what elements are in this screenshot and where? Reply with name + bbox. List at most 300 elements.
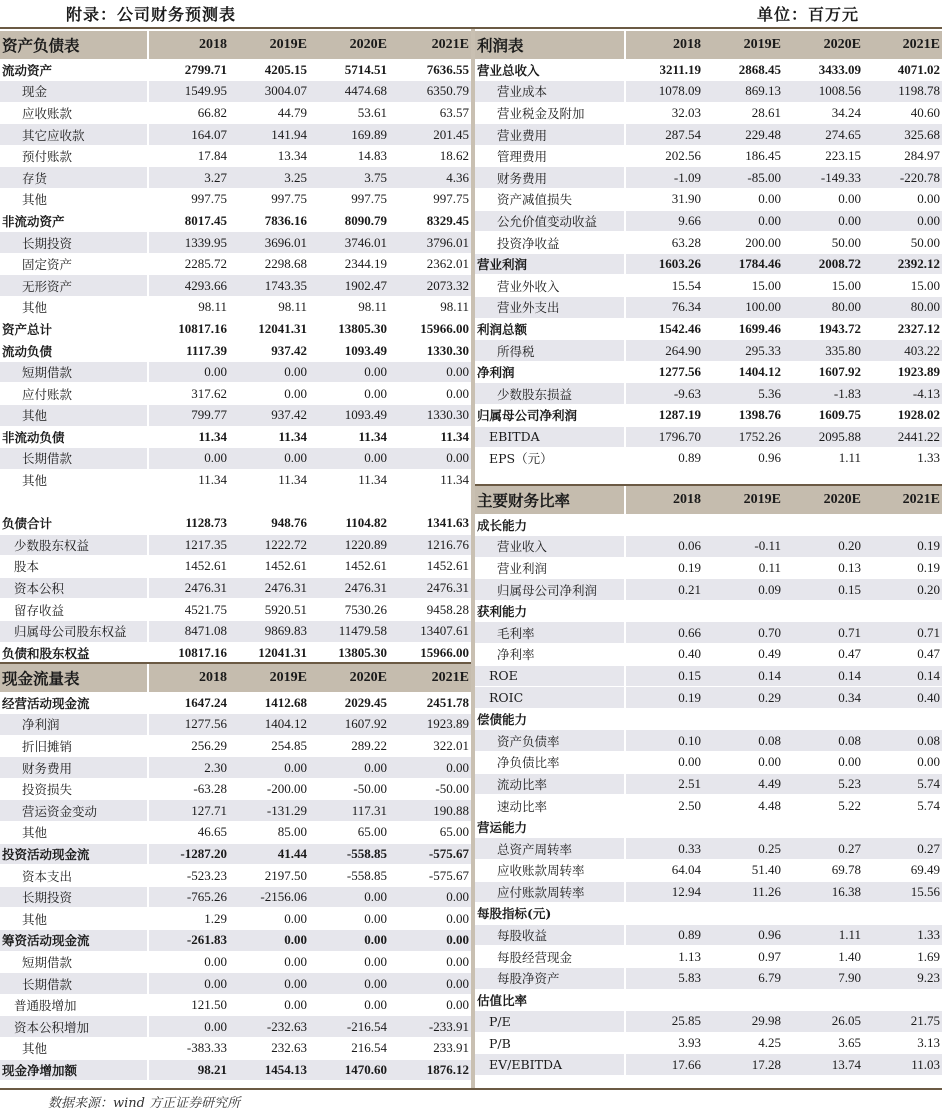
cell-value: 0.00 [389,757,471,779]
balance-sheet-table [0,31,471,664]
cell-value: 0.14 [703,665,783,687]
cell-value: 997.75 [229,189,309,211]
table-row [0,340,471,362]
cell-value [783,816,863,838]
cell-value: 2327.12 [863,318,942,340]
row-label: 资本公积 [0,577,148,599]
cell-value: 2476.31 [229,577,309,599]
cell-value: 1.29 [148,908,229,930]
cell-value: 2362.01 [389,253,471,275]
row-label: 成长能力 [475,514,625,536]
cell-value [863,600,942,622]
table-row [0,361,471,383]
cell-value: 51.40 [703,860,783,882]
table-row [475,795,942,817]
cell-value: 0.00 [783,210,863,232]
cell-value: 0.19 [863,557,942,579]
cell-value: 11.34 [148,469,229,491]
column-header-2021e: 2021E [863,31,942,59]
row-label: 应付账款 [0,383,148,405]
row-label: 归属母公司净利润 [475,579,625,601]
cell-value: 1452.61 [309,556,389,578]
cell-value: 0.11 [703,557,783,579]
cell-value [703,989,783,1011]
cell-value: 1923.89 [863,361,942,383]
table-row [0,556,471,578]
row-label: 长期投资 [0,232,148,254]
table-row [0,167,471,189]
row-label: 折旧摊销 [0,735,148,757]
cell-value: 0.00 [309,383,389,405]
cell-value: 1093.49 [309,405,389,427]
table-row [475,665,942,687]
cell-value: 223.15 [783,145,863,167]
cell-value: 141.94 [229,124,309,146]
income-statement-table [475,31,942,491]
row-label: 长期借款 [0,448,148,470]
cell-value: 1743.35 [229,275,309,297]
row-label: 资产总计 [0,318,148,340]
cell-value: -1.09 [625,167,703,189]
cell-value: 0.34 [783,687,863,709]
table-row [475,1032,942,1054]
row-label: 获利能力 [475,600,625,622]
row-label: 流动资产 [0,59,148,81]
cell-value: 13.34 [229,145,309,167]
cell-value: 1008.56 [783,81,863,103]
row-label: 股本 [0,556,148,578]
cell-value: 322.01 [389,735,471,757]
cell-value: 0.00 [148,448,229,470]
table-row [475,210,942,232]
cell-value: 0.27 [783,838,863,860]
table-row [475,383,942,405]
row-label: 投资活动现金流 [0,843,148,865]
cell-value: 11.34 [229,426,309,448]
cell-value: 4071.02 [863,59,942,81]
cell-value: 6.79 [703,967,783,989]
cell-value: -63.28 [148,778,229,800]
cell-value: 26.05 [783,1011,863,1033]
cell-value: 0.00 [703,210,783,232]
row-label: 营运资金变动 [0,800,148,822]
cell-value: 0.00 [309,994,389,1016]
cell-value: 1902.47 [309,275,389,297]
bottom-rule [0,1088,942,1090]
table-row [475,1054,942,1076]
cell-value: 0.15 [625,665,703,687]
blank-cell [389,491,471,513]
cell-value: 0.71 [783,622,863,644]
table-title: 现金流量表 [0,664,148,692]
row-label: 管理费用 [475,145,625,167]
cell-value: 3433.09 [783,59,863,81]
cell-value [863,708,942,730]
cell-value: 0.00 [309,361,389,383]
cell-value: 0.00 [625,752,703,774]
cell-value: 98.11 [389,297,471,319]
table-row [0,102,471,124]
cell-value: 0.70 [703,622,783,644]
row-label: 估值比率 [475,989,625,1011]
cell-value: 14.83 [309,145,389,167]
cell-value: 3696.01 [229,232,309,254]
table-row [0,210,471,232]
table-row [475,167,942,189]
cell-value: 0.13 [783,557,863,579]
table-row [0,253,471,275]
cell-value [703,816,783,838]
cell-value: 66.82 [148,102,229,124]
table-row [475,124,942,146]
table-row [0,426,471,448]
row-label: 净负债比率 [475,752,625,774]
table-title: 主要财务比率 [475,486,625,514]
cell-value: 5.23 [783,773,863,795]
row-label: 负债和股东权益 [0,642,148,664]
cell-value: -575.67 [389,865,471,887]
cell-value: 1796.70 [625,426,703,448]
cell-value: 3.25 [229,167,309,189]
cell-value [703,708,783,730]
cell-value: 0.89 [625,448,703,470]
cell-value [703,600,783,622]
cell-value: 1549.95 [148,81,229,103]
table-row [475,687,942,709]
row-label: 长期投资 [0,886,148,908]
cell-value: 0.19 [625,557,703,579]
cell-value: 1454.13 [229,1059,309,1081]
blank-cell [309,491,389,513]
cell-value: 5714.51 [309,59,389,81]
cell-value: 0.00 [389,383,471,405]
column-header-2018: 2018 [625,486,703,514]
cell-value: 1647.24 [148,692,229,714]
table-row [475,622,942,644]
table-title: 资产负债表 [0,31,148,59]
cell-value: 98.21 [148,1059,229,1081]
cell-value: 997.75 [309,189,389,211]
cell-value: 0.00 [229,930,309,952]
row-label: 固定资产 [0,253,148,275]
row-label: EPS（元） [475,448,625,470]
cash-flow-panel [0,662,471,1081]
cell-value: 0.00 [229,383,309,405]
table-row [475,448,942,470]
cell-value: 5.74 [863,795,942,817]
cell-value: 5.83 [625,967,703,989]
cell-value: 0.00 [389,951,471,973]
cell-value: 15.00 [863,275,942,297]
cell-value: 53.61 [309,102,389,124]
cell-value: 98.11 [148,297,229,319]
cell-value: 1341.63 [389,512,471,534]
cell-value: 0.00 [863,189,942,211]
cell-value: 164.07 [148,124,229,146]
column-header-2018: 2018 [625,31,703,59]
cell-value: 1542.46 [625,318,703,340]
cell-value: 40.60 [863,102,942,124]
row-label: 速动比率 [475,795,625,817]
table-row [0,886,471,908]
table-header-row [0,664,471,692]
table-row [0,59,471,81]
cell-value: 34.24 [783,102,863,124]
cell-value [625,903,703,925]
table-row [0,951,471,973]
cell-value: 13.74 [783,1054,863,1076]
cell-value: 335.80 [783,340,863,362]
cell-value: 8329.45 [389,210,471,232]
cell-value: 1452.61 [229,556,309,578]
cell-value: 9.66 [625,210,703,232]
cell-value: 1943.72 [783,318,863,340]
cell-value: 4474.68 [309,81,389,103]
cell-value: 0.15 [783,579,863,601]
cell-value: 0.09 [703,579,783,601]
blank-cell [229,491,309,513]
cell-value: 11.34 [229,469,309,491]
cell-value: 229.48 [703,124,783,146]
row-label: 其他 [0,908,148,930]
cell-value: 1699.46 [703,318,783,340]
row-label: 少数股东损益 [475,383,625,405]
row-label: 营业收入 [475,536,625,558]
cell-value: 2451.78 [389,692,471,714]
row-label: 普通股增加 [0,994,148,1016]
cell-value: 0.00 [309,757,389,779]
cell-value: 3.75 [309,167,389,189]
cell-value: 0.00 [309,886,389,908]
table-row [0,512,471,534]
cell-value: 1.33 [863,448,942,470]
cell-value: 1752.26 [703,426,783,448]
row-label: 流动比率 [475,773,625,795]
cell-value: 0.00 [229,951,309,973]
cash-flow-table [0,664,471,1081]
cell-value: 2073.32 [389,275,471,297]
cell-value: 997.75 [389,189,471,211]
cell-value: 4.25 [703,1032,783,1054]
cell-value: 997.75 [148,189,229,211]
row-label: 其他 [0,405,148,427]
cell-value [625,816,703,838]
table-row [0,318,471,340]
cell-value: 13805.30 [309,642,389,664]
cell-value: 1216.76 [389,534,471,556]
cell-value: 216.54 [309,1038,389,1060]
cell-value: 948.76 [229,512,309,534]
cell-value [783,708,863,730]
row-label: 其他 [0,822,148,844]
cell-value: 63.28 [625,232,703,254]
cell-value [783,514,863,536]
cell-value: 0.49 [703,644,783,666]
row-label: 每股指标(元) [475,903,625,925]
cell-value: 0.14 [783,665,863,687]
table-row [475,405,942,427]
cell-value: 46.65 [148,822,229,844]
cell-value: 0.00 [148,973,229,995]
cell-value: -149.33 [783,167,863,189]
cell-value: 7636.55 [389,59,471,81]
cell-value: 69.78 [783,860,863,882]
row-label: 存货 [0,167,148,189]
row-label: 预付账款 [0,145,148,167]
cell-value: 2344.19 [309,253,389,275]
cell-value: 0.33 [625,838,703,860]
row-label: ROIC [475,687,625,709]
source-note: 数据来源：wind 方正证券研究所 [48,1096,241,1111]
table-row [0,908,471,930]
table-row [475,903,942,925]
table-row [475,989,942,1011]
cell-value: 2.51 [625,773,703,795]
cell-value: 1470.60 [309,1059,389,1081]
cell-value [783,903,863,925]
cell-value: 0.21 [625,579,703,601]
cell-value: 1117.39 [148,340,229,362]
cell-value: -383.33 [148,1038,229,1060]
cell-value: 0.00 [148,1016,229,1038]
cell-value: 31.90 [625,189,703,211]
table-row [0,735,471,757]
table-row [475,232,942,254]
cell-value [783,989,863,1011]
cell-value: 11.26 [703,881,783,903]
table-row [475,838,942,860]
cell-value: 0.00 [863,210,942,232]
row-label: 财务费用 [475,167,625,189]
table-row [475,816,942,838]
cell-value: 0.00 [783,189,863,211]
column-header-2018: 2018 [148,31,229,59]
cell-value: 1222.72 [229,534,309,556]
cell-value: 2799.71 [148,59,229,81]
cell-value: 190.88 [389,800,471,822]
cell-value [625,514,703,536]
table-row [0,930,471,952]
table-row [0,973,471,995]
table-row [475,752,942,774]
cell-value: 295.33 [703,340,783,362]
table-row [475,773,942,795]
cell-value: 1876.12 [389,1059,471,1081]
table-row [0,577,471,599]
cell-value: 18.62 [389,145,471,167]
cell-value: 0.00 [148,361,229,383]
cell-value: 29.98 [703,1011,783,1033]
row-label: 归属母公司净利润 [475,405,625,427]
cell-value: -220.78 [863,167,942,189]
column-header-2019e: 2019E [703,486,783,514]
row-label: 投资损失 [0,778,148,800]
cell-value: 100.00 [703,297,783,319]
table-header-row [0,31,471,59]
cell-value: 1.40 [783,946,863,968]
cell-value: 85.00 [229,822,309,844]
cell-value: 12041.31 [229,318,309,340]
cell-value: 1928.02 [863,405,942,427]
cell-value: 11.34 [148,426,229,448]
cell-value: 1104.82 [309,512,389,534]
cell-value: -2156.06 [229,886,309,908]
cell-value: 4293.66 [148,275,229,297]
row-label: 营运能力 [475,816,625,838]
row-label: EBITDA [475,426,625,448]
table-row [475,189,942,211]
cell-value: 0.29 [703,687,783,709]
ratios-table [475,486,942,1076]
cell-value: 0.20 [863,579,942,601]
cell-value: 0.00 [309,908,389,930]
cell-value [625,708,703,730]
cell-value [703,514,783,536]
row-label: 其它应收款 [0,124,148,146]
cell-value: 0.00 [309,448,389,470]
cell-value: 0.96 [703,924,783,946]
cell-value: 0.47 [863,644,942,666]
cell-value: 0.00 [229,973,309,995]
cell-value: 937.42 [229,340,309,362]
cell-value: 1339.95 [148,232,229,254]
table-row [475,644,942,666]
cell-value: -131.29 [229,800,309,822]
cell-value [625,989,703,1011]
cell-value: 9.23 [863,967,942,989]
column-header-2021e: 2021E [389,664,471,692]
table-row [0,275,471,297]
table-row [0,297,471,319]
cell-value: -50.00 [309,778,389,800]
cell-value: -50.00 [389,778,471,800]
cell-value: 0.00 [703,189,783,211]
cell-value: 0.00 [389,930,471,952]
cell-value: -558.85 [309,865,389,887]
table-row [0,642,471,664]
cell-value: 274.65 [783,124,863,146]
cell-value: 8471.08 [148,620,229,642]
cell-value: 254.85 [229,735,309,757]
row-label: 投资净收益 [475,232,625,254]
cell-value: 11.34 [389,469,471,491]
cell-value: 3004.07 [229,81,309,103]
row-label: P/E [475,1011,625,1033]
cell-value: 1217.35 [148,534,229,556]
cell-value: 1784.46 [703,253,783,275]
cell-value: 1452.61 [148,556,229,578]
column-header-2021e: 2021E [863,486,942,514]
table-row [0,383,471,405]
cell-value: -1287.20 [148,843,229,865]
cell-value: 0.20 [783,536,863,558]
cell-value: 1.33 [863,924,942,946]
row-label: 现金净增加额 [0,1059,148,1081]
cell-value: 0.08 [783,730,863,752]
cell-value: 11.34 [309,469,389,491]
cell-value: 15.00 [703,275,783,297]
cell-value: 200.00 [703,232,783,254]
cell-value: 2029.45 [309,692,389,714]
cell-value: 4.36 [389,167,471,189]
cell-value: 2476.31 [309,577,389,599]
cell-value: 1452.61 [389,556,471,578]
cell-value: 1078.09 [625,81,703,103]
cell-value: 127.71 [148,800,229,822]
row-label: 其他 [0,189,148,211]
cell-value: 15966.00 [389,642,471,664]
cell-value: 0.66 [625,622,703,644]
